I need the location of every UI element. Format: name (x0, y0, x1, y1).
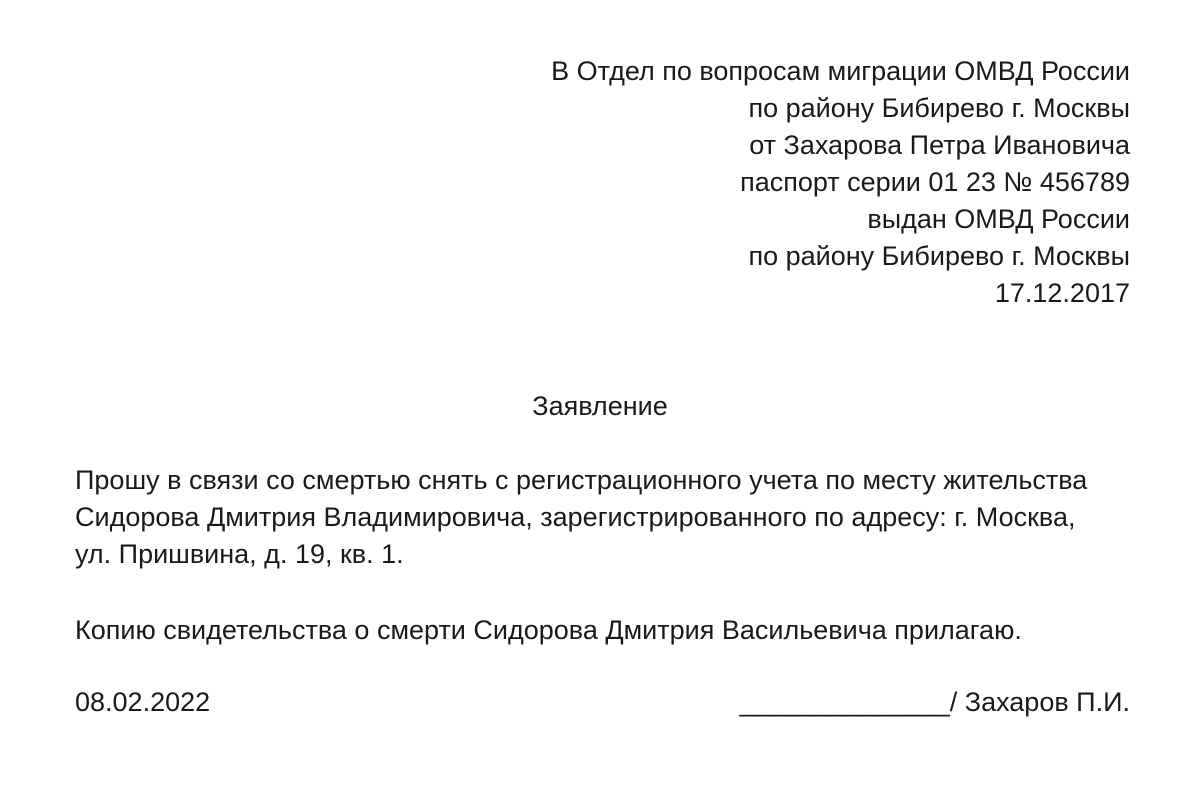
passport-issue-date: 17.12.2017 (994, 278, 1130, 308)
addressee-line: по району Бибирево г. Москвы (748, 93, 1130, 123)
signature-line: ______________/ Захаров П.И. (739, 687, 1130, 717)
attachment-paragraph: Копию свидетельства о смерти Сидорова Дмитрия Васильевича прилагаю. (75, 615, 1022, 645)
passport-issuer-line: выдан ОМВД России (867, 204, 1130, 234)
addressee-line: В Отдел по вопросам миграции ОМВД России (551, 56, 1130, 86)
document-title: Заявление (532, 391, 668, 421)
addressee-block (430, 53, 1130, 312)
passport-line: паспорт серии 01 23 № 456789 (740, 167, 1130, 197)
request-line: Прошу в связи со смертью снять с регистрационного учета по месту жительства (75, 465, 1088, 495)
application-date: 08.02.2022 (75, 687, 211, 717)
request-line: Сидорова Дмитрия Владимировича, зарегистрированного по адресу: г. Москва, (75, 502, 1076, 532)
request-line: ул. Пришвина, д. 19, кв. 1. (75, 539, 404, 569)
applicant-name-line: от Захарова Петра Ивановича (749, 130, 1130, 160)
passport-issuer-line: по району Бибирево г. Москвы (748, 241, 1130, 271)
request-paragraph (75, 462, 1135, 573)
